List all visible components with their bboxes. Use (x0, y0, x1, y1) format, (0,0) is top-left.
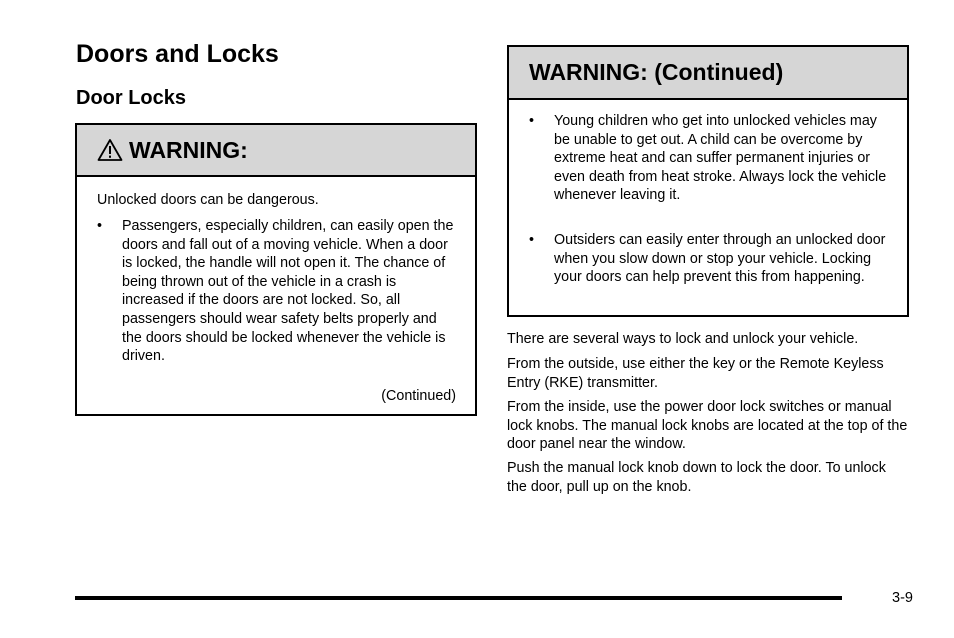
warning-header (77, 125, 475, 177)
section-heading: Door Locks (76, 87, 187, 109)
page-number: 3-9 (892, 590, 913, 606)
footer-rule (75, 596, 842, 600)
warning-triangle-icon (97, 138, 123, 162)
warning-bullet: • Outsiders can easily enter through an unlocked door when you slow down or stop your vehicle. Locking your doors can help prevent this from happening. (529, 231, 894, 287)
continued-label: (Continued) (381, 388, 456, 404)
warning-continued-title: WARNING: (Continued) (529, 59, 784, 85)
body-paragraph: From the inside, use the power door lock switches or manual lock knobs. The manual lock knobs are located at the top of the door panel near the window. (507, 399, 908, 453)
body-paragraph: From the outside, use either the key or the Remote Keyless Entry (RKE) transmitter. (507, 356, 884, 391)
warning-title: WARNING: (129, 136, 248, 163)
warning-bullet: • Passengers, especially children, can easily open the doors and fall out of a moving vehicle. When a door is locked, the handle will not open it. The chance of being thrown out of the vehicle in a crash is increased if the doors are not locked. So, all passengers should wear safety belts properly and the doors should be locked whenever the vehicle is driven. (97, 217, 456, 366)
warning-bullet: • Young children who get into unlocked vehicles may be unable to get out. A child can be overcome by extreme heat and can suffer permanent injuries or even death from heat stroke. Always lock the vehicle whenever leaving it. (529, 112, 894, 205)
warning-intro: Unlocked doors can be dangerous. (97, 192, 319, 208)
warning-continued-header (509, 47, 907, 100)
warning-continued-box (507, 45, 909, 317)
warning-box (75, 123, 477, 416)
page-heading: Doors and Locks (76, 40, 279, 68)
body-paragraph: There are several ways to lock and unlock your vehicle. (507, 331, 859, 347)
body-paragraph: Push the manual lock knob down to lock the door. To unlock the door, pull up on the knob. (507, 460, 886, 495)
